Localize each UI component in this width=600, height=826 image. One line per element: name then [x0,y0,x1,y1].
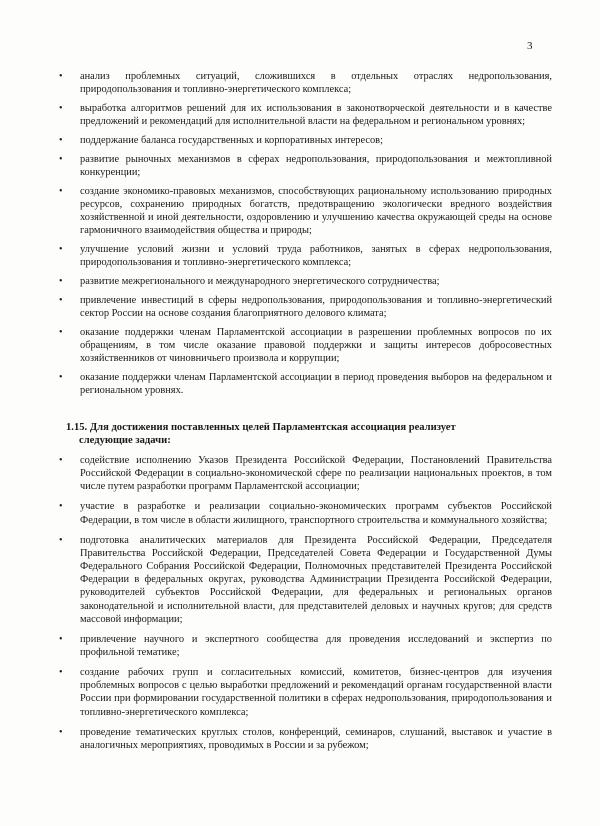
bullet-icon: • [59,295,63,306]
list-item-text: привлечение научного и экспертного сообщества для проведения исследований и экспертиз по профильной тематике; [80,633,552,659]
list-item-text: привлечение инвестиций в сферы недропользования, природопользования и топливно-энергетический сектор России на основе создания благоприятного делового климата; [80,295,552,320]
list-item [58,134,552,147]
list-item-text: содействие исполнению Указов Президента Российской Федерации, Постановлений Правительства Российской Федерации в социально-экономической сфере по реализации национальных проектов, в том числе путем разработки программ Парламентской ассоциации; [80,455,552,493]
section-heading-line: следующие задачи: [79,435,171,447]
bullet-icon: • [59,372,63,384]
list-item [58,371,552,397]
list-item-text: улучшение условий жизни и условий труда работников, занятых в сферах недропользования, природопользования и топливно-энергетического комплекса; [80,244,552,269]
list-item [58,294,552,320]
list-item-text: оказание поддержки членам Парламентской ассоциации в период проведения выборов на федеральном и региональном уровнях. [80,372,552,397]
bullet-icon: • [59,501,63,513]
bullet-icon: • [59,327,63,338]
section-heading [66,421,550,448]
list-item-text: поддержание баланса государственных и корпоративных интересов; [80,135,383,146]
list-item [58,275,552,288]
bullet-icon: • [59,455,63,466]
bullet-icon: • [59,135,63,146]
list-item-text: участие в разработке и реализации социально-экономических программ субъектов Российской Федерации, в том числе в области жилищного, транспортного строительства и коммунального хозяйства; [80,501,552,526]
list-item [58,500,552,526]
list-item [58,153,552,179]
list-item-text: создание экономико-правовых механизмов, способствующих рациональному использованию природных ресурсов, сохранению природных богатств, предотвращению экологически вредного воздействия хозяйственной и иной деятельности, оздоровлению и улучшению качества окружающей среды на основе гармоничного взаимодействия общества и природы; [80,185,552,237]
bullet-icon: • [59,153,63,165]
bullet-icon: • [59,534,63,546]
bullet-icon: • [59,185,63,197]
bullet-icon: • [59,71,63,82]
list-item-text: выработка алгоритмов решений для их использования в законотворческой деятельности и в качестве предложений и рекомендаций для исполнительной власти на федеральном и региональном уровнях; [80,103,552,128]
list-item [58,666,552,719]
list-item [58,454,552,494]
list-item [58,326,552,366]
list-item-text: оказание поддержки членам Парламентской ассоциации в разрешении проблемных вопросов по их обращениям, в том числе оказание правовой поддержки и защиты интересов добросовестных хозяйственников от чиновничьего произвола и коррупции; [80,327,552,365]
list-item-text: создание рабочих групп и согласительных комиссий, комитетов, бизнес-центров для изучения проблемных вопросов с целью выработки предложений и рекомендаций органам государственной власти России при формировании государственной политики в сферах недропользования, природопользования и топливно-энергетического комплекса; [80,667,552,718]
list-item [58,185,552,238]
list-item-text: развитие межрегионального и международного энергетического сотрудничества; [80,276,440,288]
bullet-icon: • [59,103,63,114]
bullet-icon: • [59,244,63,256]
list-item [58,726,552,752]
list-item [58,70,552,96]
bullet-icon: • [59,726,63,738]
tasks-list [58,454,552,759]
list-item [58,633,552,659]
list-item-text: анализ проблемных ситуаций, сложившихся в отдельных отраслях недропользования, природопользования и топливно-энергетического комплекса; [80,71,552,96]
bullet-icon: • [59,633,63,645]
list-item [58,102,552,128]
list-item-text: проведение тематических круглых столов, конференций, семинаров, слушаний, выставок и участие в аналогичных мероприятиях, проводимых в России и за рубежом; [80,726,552,751]
bullet-icon: • [59,667,63,679]
goals-list [58,70,552,403]
list-item [58,534,552,626]
page-number: 3 [527,40,533,52]
section-heading-line: 1.15. Для достижения поставленных целей Парламентская ассоциация реализует [66,422,456,433]
list-item [58,243,552,269]
list-item-text: подготовка аналитических материалов для Президента Российской Федерации, Председателя Правительства Российской Федерации, Председателей Совета Федерации и Государственной Думы Федерального Собрания Российской Федерации, Полномочных представителей Президента Российской Федерации в федеральных округах, руководства Администрации Президента Российской Федерации, руководителей субъектов Российской Федерации, для федеральных и региональных органов законодательной и исполнительной власти, для представителей деловых и научных кругов; для средств массовой информации; [80,534,552,625]
list-item-text: развитие рыночных механизмов в сферах недропользования, природопользования и межтопливной конкуренции; [80,153,552,178]
bullet-icon: • [59,276,63,288]
